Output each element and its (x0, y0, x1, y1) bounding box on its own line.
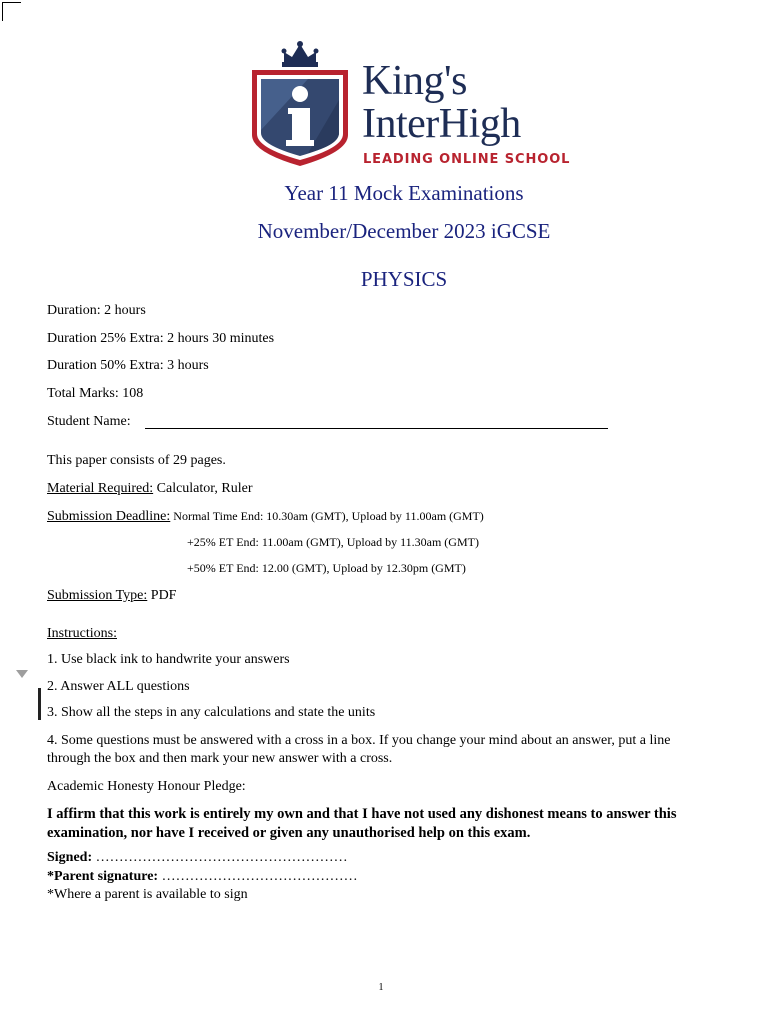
instruction-item: 3. Show all the steps in any calculations and state the units (47, 705, 376, 720)
duration: Duration: 2 hours (47, 303, 146, 318)
deadline-label: Submission Deadline: (47, 509, 171, 524)
duration-50-extra: Duration 50% Extra: 3 hours (47, 358, 209, 373)
parent-signature-line (47, 869, 358, 885)
parent-signature-field[interactable]: …………………………………… (158, 869, 358, 884)
signed-label: Signed: (47, 850, 93, 865)
instruction-item-4-line1: 4. Some questions must be answered with a cross in a box. If you change your mind about an answer, put a line (47, 733, 671, 748)
deadline-normal: Normal Time End: 10.30am (GMT), Upload by 11.00am (GMT) (170, 509, 484, 523)
crop-mark (2, 2, 21, 21)
signed-line (47, 850, 348, 866)
page-number: 1 (378, 982, 384, 993)
parent-footnote: *Where a parent is available to sign (47, 887, 248, 902)
material-value: Calculator, Ruler (153, 481, 253, 496)
deadline-50: +50% ET End: 12.00 (GMT), Upload by 12.30pm (GMT) (187, 561, 466, 575)
material-required (47, 481, 253, 497)
type-label: Submission Type: (47, 588, 148, 603)
type-value: PDF (147, 588, 177, 603)
submission-deadline (47, 509, 484, 525)
total-marks: Total Marks: 108 (47, 386, 144, 401)
pledge-statement-line1: I affirm that this work is entirely my own and that I have not used any dishonest means to answer this (47, 806, 677, 822)
collapse-triangle-icon[interactable] (16, 670, 28, 678)
logo-name-line2: InterHigh (362, 101, 521, 147)
instructions-heading: Instructions: (47, 626, 117, 641)
text-cursor-bar (38, 688, 41, 720)
logo-name-line1: King's (362, 58, 467, 104)
page-count: This paper consists of 29 pages. (47, 453, 226, 468)
exam-title: Year 11 Mock Examinations (284, 181, 524, 205)
student-name-field[interactable] (145, 428, 608, 429)
duration-25-extra: Duration 25% Extra: 2 hours 30 minutes (47, 331, 275, 346)
instruction-item: 1. Use black ink to handwrite your answers (47, 652, 290, 667)
exam-session: November/December 2023 iGCSE (257, 219, 551, 243)
deadline-25: +25% ET End: 11.00am (GMT), Upload by 11.30am (GMT) (187, 535, 479, 549)
student-name-label: Student Name: (47, 414, 131, 429)
pledge-statement-line2: examination, nor have I received or given any unauthorised help on this exam. (47, 825, 531, 841)
parent-signature-label: *Parent signature: (47, 869, 159, 884)
subject-title: PHYSICS (360, 267, 448, 291)
instruction-item-4-line2: through the box and then mark your new answer with a cross. (47, 751, 393, 766)
signed-field[interactable]: ……………………………………………… (92, 850, 348, 865)
material-label: Material Required: (47, 481, 154, 496)
pledge-heading: Academic Honesty Honour Pledge: (47, 779, 246, 794)
logo-tagline: LEADING ONLINE SCHOOL (363, 152, 571, 167)
submission-type (47, 588, 176, 604)
instruction-item: 2. Answer ALL questions (47, 679, 190, 694)
